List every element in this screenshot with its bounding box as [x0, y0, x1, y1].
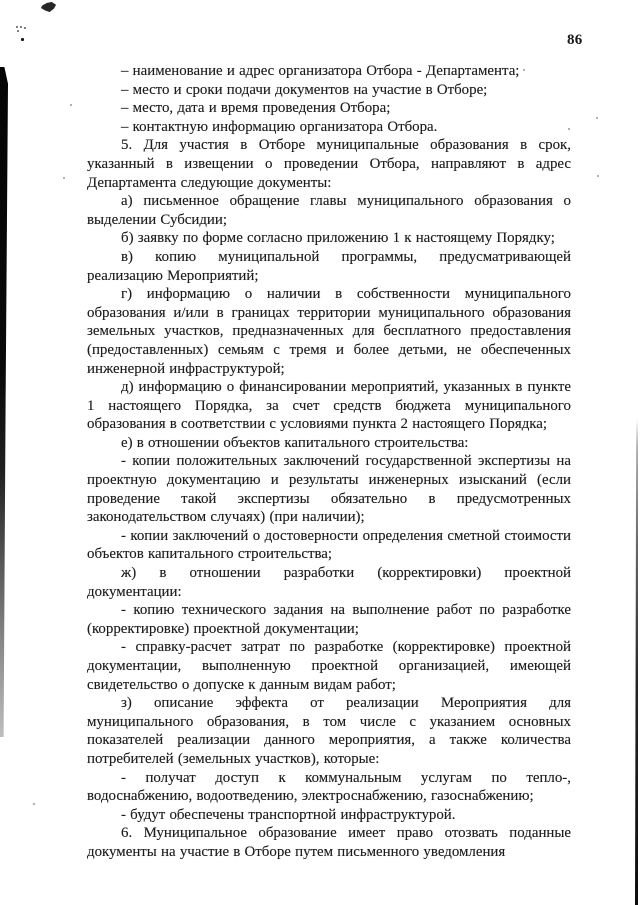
scan-artifact-dot — [24, 27, 26, 29]
scan-artifact-binding-bar — [0, 67, 8, 737]
scan-artifact-speck — [597, 175, 599, 177]
list-item-z: з) описание эффекта от реализации Мероприятия для муниципального образования, в том числе с указанием основных показателей реализации данного мероприятия, а также количества потребителей (земельных участков), которые: — [87, 695, 571, 767]
list-item-d: д) информацию о финансировании мероприятий, указанных в пункте 1 настоящего Порядка, за счет средств бюджета муниципального образования в соответствии с условиями пункта 2 настоящего Порядка; — [87, 379, 571, 433]
list-item-e: е) в отношении объектов капитального строительства: — [121, 434, 469, 451]
list-item-g: г) информацию о наличии в собственности муниципального образования и/или в границах территории муниципального образования земельных участков, предназначенных для бесплатного предоставления (предоставленных) семьям с тремя и более детьми, не обеспеченных инженерной инфраструктурой; — [87, 286, 571, 377]
list-item-b: б) заявку по форме согласно приложению 1 к настоящему Порядку; — [121, 230, 555, 247]
scan-artifact-edge-line — [635, 418, 638, 905]
document-body — [87, 62, 571, 862]
sub-item-hyphen: - копии положительных заключений государственной экспертизы на проектную документацию и результаты инженерных изысканий (если проведение такой экспертизы обязательно в предусмотренных законодательством случаях) (при наличии); — [87, 453, 571, 526]
list-item-zh: ж) в отношении разработки (корректировки) проектной документации: — [87, 565, 571, 600]
sub-item-hyphen: - копию технического задания на выполнение работ по разработке (корректировке) проектной документации; — [87, 602, 571, 637]
scan-artifact-speck — [596, 117, 598, 119]
list-item-dash: – контактную информацию организатора Отбора. — [121, 118, 438, 135]
sub-item-hyphen: - копии заключений о достоверности определения сметной стоимости объектов капитального строительства; — [87, 527, 571, 563]
scan-artifact-dot — [16, 26, 18, 28]
list-item-dash: – наименование и адрес организатора Отбора - Департамента; — [121, 63, 520, 79]
list-item-a: а) письменное обращение главы муниципального образования о выделении Субсидии; — [87, 193, 571, 228]
paragraph-point-6: 6. Муниципальное образование имеет право отозвать поданные документы на участие в Отборе путем письменного уведомления — [87, 825, 571, 860]
paragraph-point-5: 5. Для участия в Отборе муниципальные образования в срок, указанный в извещении о проведении Отбора, направляют в адрес Департамента следующие документы: — [87, 137, 571, 191]
scan-artifact-dot — [17, 30, 19, 32]
scan-artifact-dot — [20, 26, 22, 28]
scan-artifact-speck — [33, 803, 35, 805]
page-number: 86 — [567, 32, 583, 48]
list-item-v: в) копию муниципальной программы, предусматривающей реализацию Мероприятий; — [87, 248, 571, 284]
list-item-dash: – место и сроки подачи документов на участие в Отборе; — [121, 81, 488, 98]
sub-item-hyphen: - справку-расчет затрат по разработке (корректировке) проектной документации, выполненную проектной организацией, имеющей свидетельство о допуске к данным видам работ; — [87, 639, 571, 693]
scan-artifact-speck — [63, 177, 65, 179]
scan-artifact-speck — [70, 104, 72, 106]
sub-item-hyphen: - будут обеспечены транспортной инфраструктурой. — [121, 806, 456, 823]
scan-artifact-blob — [41, 2, 56, 12]
scan-artifact-ink-dot — [21, 38, 24, 41]
list-item-dash: – место, дата и время проведения Отбора; — [121, 100, 391, 117]
sub-item-hyphen: - получат доступ к коммунальным услугам по тепло-, водоснабжению, водоотведению, электроснабжению, газоснабжению; — [87, 769, 571, 805]
